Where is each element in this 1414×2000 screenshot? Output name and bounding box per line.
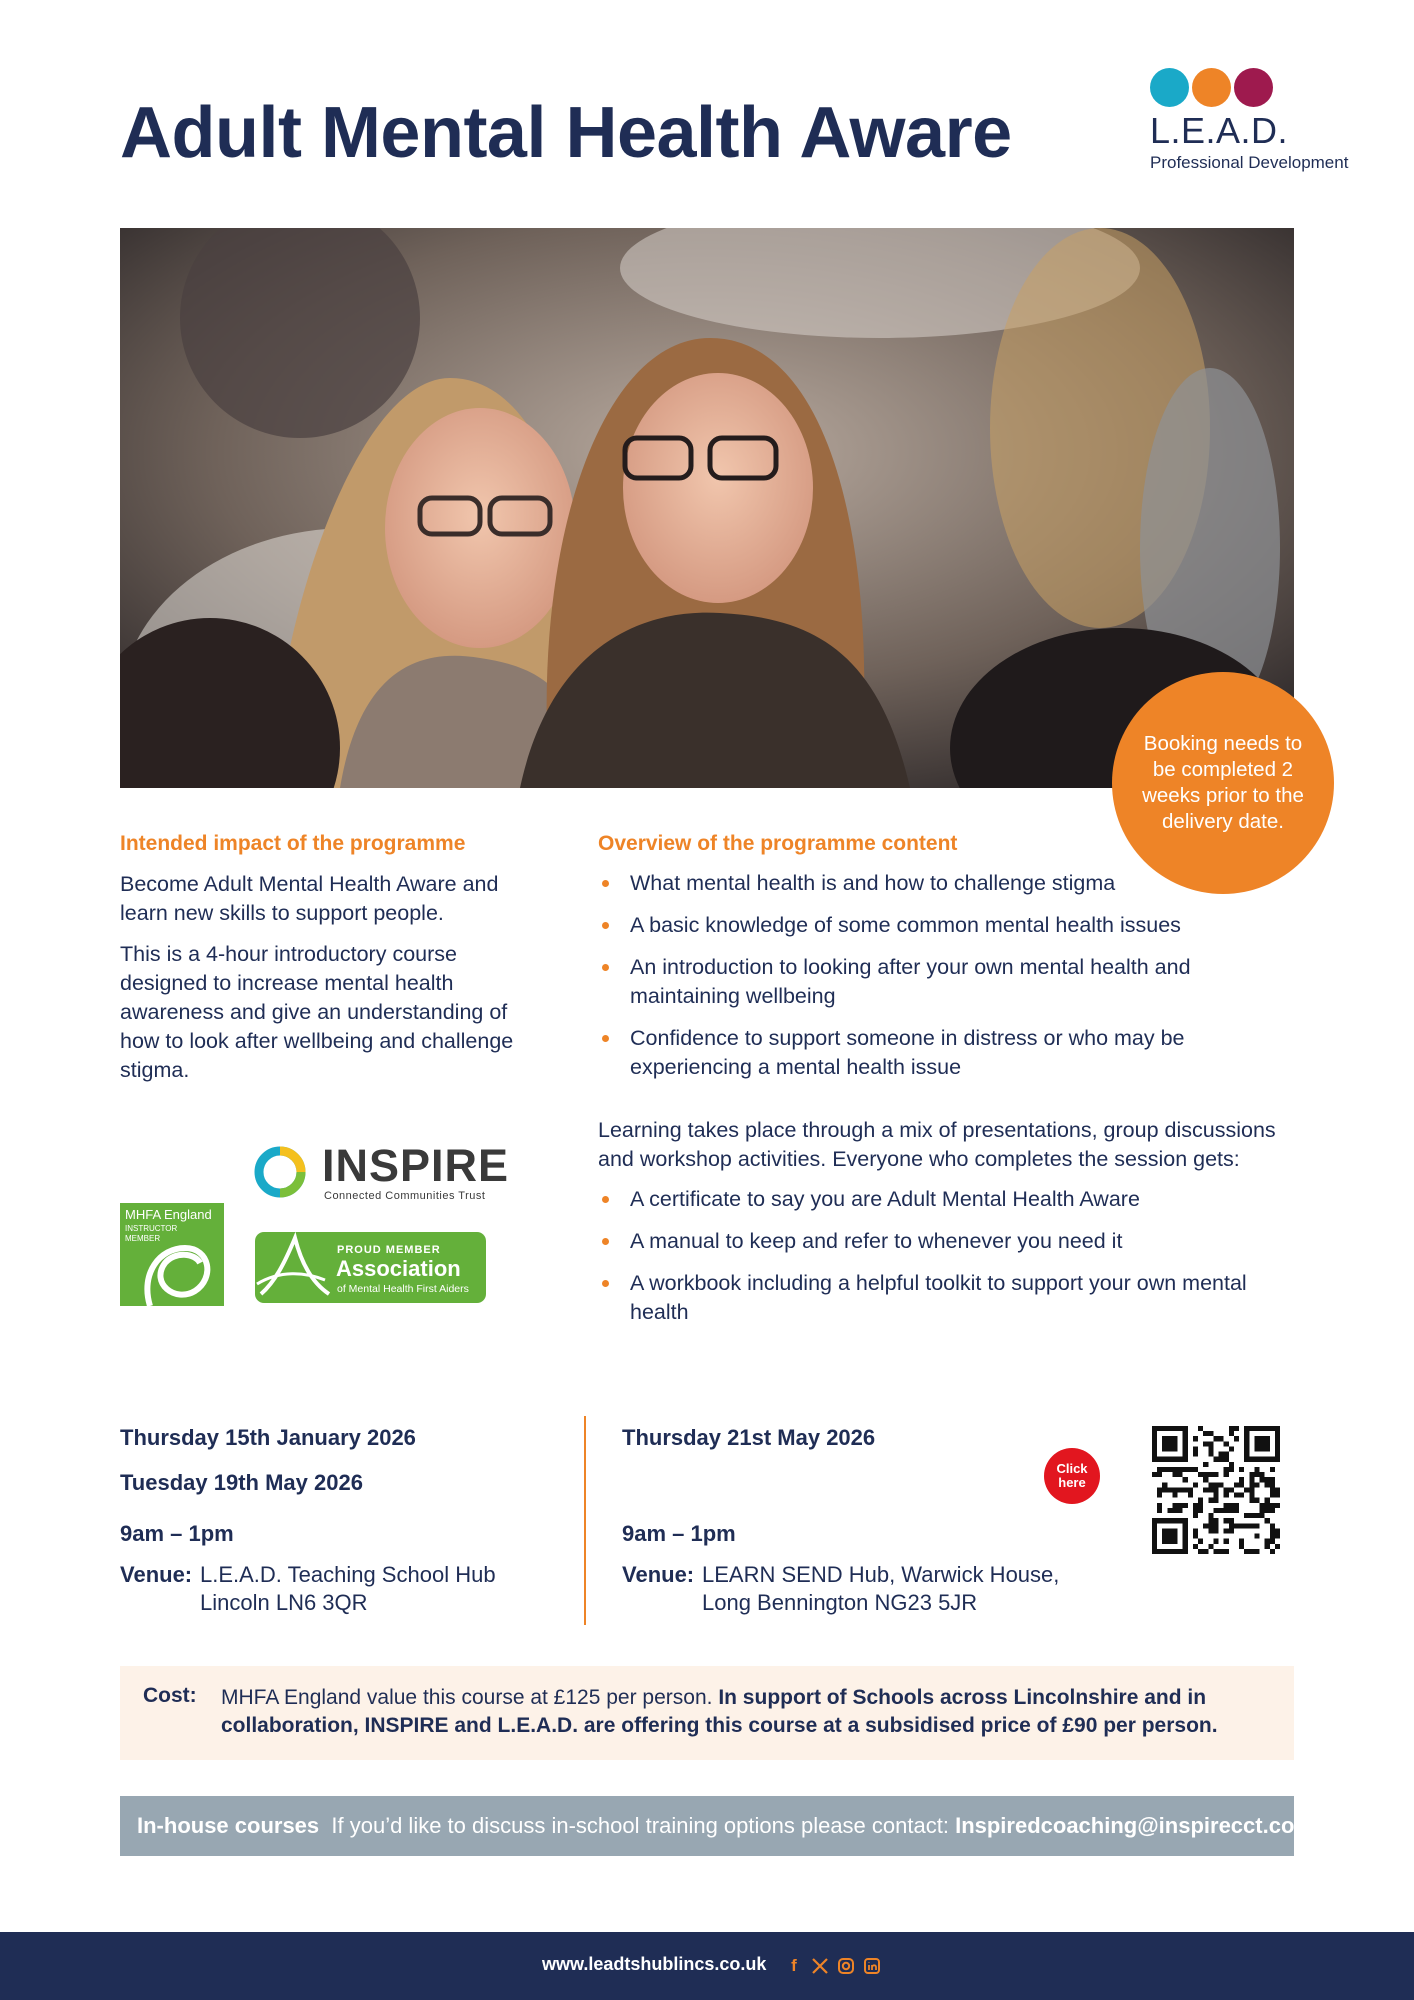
contact-email-link[interactable]: Inspiredcoaching@inspirecct.co.uk (955, 1813, 1327, 1838)
association-tagline: of Mental Health First Aiders (337, 1283, 469, 1295)
page-title: Adult Mental Health Aware (120, 93, 1012, 173)
hero-photo (120, 228, 1294, 788)
session-date: Thursday 21st May 2026 (622, 1425, 876, 1450)
logo-dot-plum (1234, 68, 1273, 107)
overview-item: A basic knowledge of some common mental health issues (598, 911, 1298, 940)
session-time: 9am – 1pm (622, 1521, 736, 1546)
overview-section (598, 832, 1298, 1327)
venue-line: Lincoln LN6 3QR (200, 1590, 368, 1615)
mhfa-title: MHFA England (125, 1207, 212, 1222)
impact-paragraph: Become Adult Mental Health Aware and learn new skills to support people. (120, 872, 499, 925)
logo-dots (1150, 68, 1390, 107)
session-date: Thursday 15th January 2026 (120, 1425, 416, 1450)
lead-logo (1150, 68, 1390, 183)
association-name: Association (336, 1256, 461, 1281)
venue-line: L.E.A.D. Teaching School Hub (200, 1562, 496, 1587)
mhfa-england-logo (120, 1203, 224, 1306)
inspire-wordmark: INSPIRE (322, 1140, 510, 1191)
linkedin-icon[interactable] (862, 1956, 882, 1976)
cost-subsidy-text: In support of Schools across Lincolnshire and in collaboration, INSPIRE and L.E.A.D. are offering this course at a subsidised price of £90 per person. (221, 1686, 1218, 1737)
cost-value-text: MHFA England value this course at £125 per person. (221, 1686, 713, 1709)
association-proud-member: PROUD MEMBER (337, 1244, 441, 1256)
inspire-ring-icon (252, 1144, 308, 1200)
inspire-logo (252, 1140, 510, 1204)
outcome-item: A workbook including a helpful toolkit to support your own mental health (598, 1269, 1298, 1327)
inhouse-label: In-house courses (137, 1813, 320, 1838)
association-mhfa-logo (255, 1232, 486, 1303)
association-a-icon (255, 1232, 335, 1303)
impact-heading: Intended impact of the programme (120, 832, 466, 855)
impact-section (120, 832, 540, 1085)
social-icons (784, 1956, 882, 1976)
cost-box (120, 1666, 1294, 1760)
inhouse-courses-bar (120, 1796, 1327, 1856)
qr-code[interactable] (1152, 1426, 1280, 1554)
x-icon[interactable] (810, 1956, 830, 1976)
logo-dot-blue (1150, 68, 1189, 107)
mhfa-subtitle: INSTRUCTOR MEMBER (125, 1224, 178, 1243)
inspire-tagline: Connected Communities Trust (324, 1190, 486, 1202)
cost-label: Cost: (143, 1684, 197, 1707)
instagram-icon[interactable] (836, 1956, 856, 1976)
logo-dot-orange (1192, 68, 1231, 107)
overview-item: What mental health is and how to challenge stigma (598, 869, 1298, 898)
venue-line: Long Bennington NG23 5JR (702, 1590, 978, 1615)
venue-label: Venue: (120, 1562, 193, 1587)
session-date: Tuesday 19th May 2026 (120, 1470, 363, 1495)
outcome-item: A certificate to say you are Adult Mental Health Aware (598, 1185, 1298, 1214)
overview-list (598, 869, 1298, 1082)
impact-paragraph: This is a 4-hour introductory course designed to increase mental health awareness and give an understanding of how to look after wellbeing and challenge stigma. (120, 942, 514, 1082)
venue-line: LEARN SEND Hub, Warwick House, (702, 1562, 1060, 1587)
booking-notice-text: Booking needs to be completed 2 weeks prior to the delivery date. (1142, 732, 1304, 833)
overview-heading: Overview of the programme content (598, 832, 958, 855)
session-venue (120, 1561, 560, 1617)
session-time: 9am – 1pm (120, 1521, 234, 1546)
overview-item: Confidence to support someone in distress or who may be experiencing a mental health issue (598, 1024, 1298, 1082)
overview-item: An introduction to looking after your own mental health and maintaining wellbeing (598, 953, 1298, 1011)
learning-paragraph: Learning takes place through a mix of presentations, group discussions and workshop activities. Everyone who completes the session gets: (598, 1118, 1276, 1171)
outcomes-list (598, 1185, 1298, 1327)
click-here-label: Click here (1056, 1461, 1088, 1490)
outcome-item: A manual to keep and refer to whenever you need it (598, 1227, 1298, 1256)
session-divider (584, 1416, 586, 1625)
inhouse-text: If you’d like to discuss in-school training options please contact: (331, 1813, 949, 1838)
cost-text (221, 1684, 1261, 1740)
logo-brand: L.E.A.D. (1150, 110, 1289, 151)
footer (0, 1932, 1414, 2000)
click-here-button[interactable] (1044, 1448, 1100, 1504)
venue-label: Venue: (622, 1562, 695, 1587)
logo-subtitle: Professional Development (1150, 153, 1349, 172)
facebook-icon[interactable]: f (791, 1956, 797, 1975)
website-link[interactable]: www.leadtshublincs.co.uk (542, 1954, 767, 1974)
session-venue (622, 1561, 1082, 1617)
